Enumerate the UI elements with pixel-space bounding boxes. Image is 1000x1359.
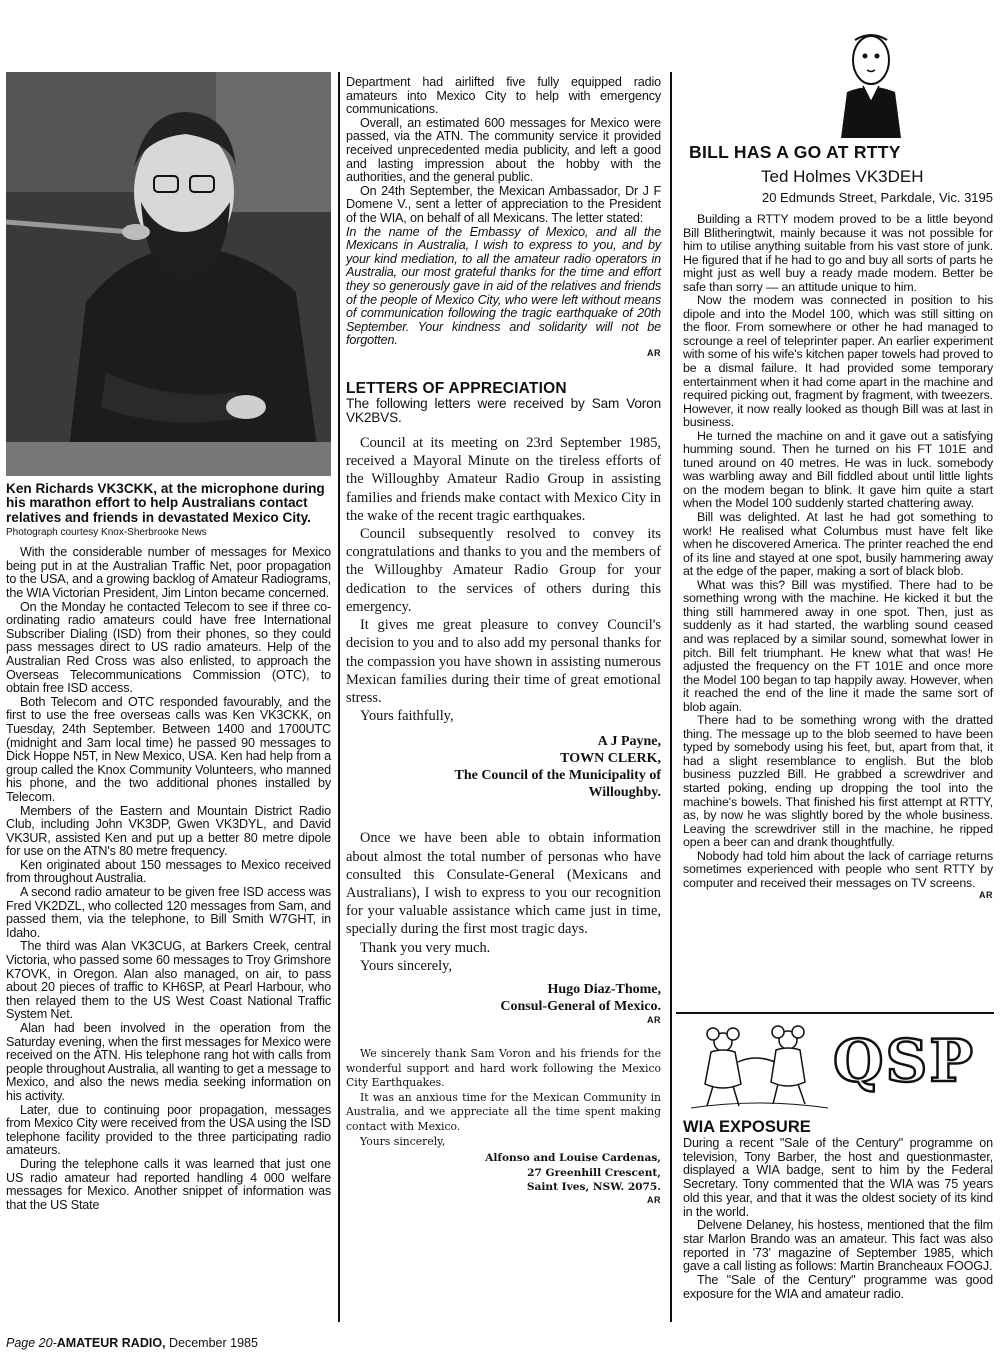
- paragraph: He turned the machine on and it gave out a satisfying humming sound. Then he turned on his FT 101E and tuned around on 40 metres. He was in luck. somebody was warbling away and Bill fiddled about until little lights on the modem began to blink. It gave him quite a start when the Model 100 suddenly started chattering away.: [683, 428, 993, 511]
- paragraph: Building a RTTY modem proved to be a little beyond Bill Blitheringtwit, mainly because it was not possible for him to utilise anything suitable from his vast store of junk. He figured that if he had to go and buy all sorts of parts he might just as well buy a ready made modem. Better be safe than sorry — an attitude unique to him.: [683, 212, 993, 294]
- paragraph: Delvene Delaney, his hostess, mentioned that the film star Marlon Brando was an amateur. This fact was also reported in '73' magazine of September 1985, which gave a call listing as follows: Martin Brancheaux FOOGJ.: [683, 1218, 993, 1274]
- letter-consulate: [346, 829, 661, 975]
- photo-credit: Photograph courtesy Knox-Sherbrooke News: [6, 527, 207, 539]
- signature-line: Willoughby.: [588, 785, 661, 801]
- photo-illustration: [6, 72, 331, 476]
- dancing-mice-icon: [683, 1022, 833, 1112]
- column-rule-1: [338, 72, 340, 1322]
- column-middle: [346, 76, 661, 1205]
- paragraph: During the telephone calls it was learned that just one US radio amateur had reported handling 4 000 welfare messages for Mexico. Another snippet of information was that the US State: [6, 1156, 331, 1212]
- embassy-quote: In the name of the Embassy of Mexico, and all the Mexicans in Australia, I wish to express to you, and by your kind mediation, to all the amateur radio operators in Australia, our most grateful thanks for the time and effort they so generously gave in aid of the relatives and friends of the people of Mexico City, who were left without means of communication following the tragic earthquake of 20th September. Your kindness and solidarity will not be forgotten.: [346, 224, 661, 348]
- photo-ken-richards: [6, 72, 331, 476]
- paragraph: Yours sincerely,: [360, 957, 452, 974]
- end-mark: AR: [647, 1014, 661, 1025]
- signature-line: TOWN CLERK,: [560, 751, 661, 767]
- column-rule-2: [670, 72, 672, 1322]
- signature-line: Alfonso and Louise Cardenas,: [485, 1152, 661, 1165]
- paragraph: Bill was delighted. At last he had got something to work! He realised what Columbus must have felt like when he discovered America. The printer reached the end of its line and stayed at one spot, busily hammering away at the edge of the paper, making a sort of black blob.: [683, 510, 993, 579]
- paragraph: Alan had been involved in the operation from the Saturday evening, when the first messages for Mexico were received on the ATN. His telephone rang hot with calls from people throughout Australia, all wanting to get a message to Mexico, and also the news media seeking information on his activity.: [6, 1021, 331, 1103]
- signature-line: 27 Greenhill Crescent,: [527, 1166, 661, 1179]
- signature-consulate: [346, 981, 661, 1015]
- paragraph: Yours sincerely,: [360, 1134, 446, 1148]
- col1-article-body: [6, 546, 331, 1212]
- paragraph: A second radio amateur to be given free ISD access was Fred VK2DZL, who collected 120 messages from Sam, and passed them, via the telephone, to Bill Smith W7GHT, in Idaho.: [6, 885, 331, 940]
- paragraph: Council subsequently resolved to convey its congratulations and thanks to you and the members of the Willoughby Amateur Radio Group for your dedication to the services of others during this emergency.: [346, 526, 661, 615]
- footer-magazine: AMATEUR RADIO,: [56, 1336, 166, 1350]
- end-mark: AR: [647, 1194, 661, 1205]
- signature-line: Saint Ives, NSW. 2075.: [526, 1181, 661, 1194]
- qsp-logo-block: [683, 1022, 993, 1116]
- signature-line: The Council of the Municipality of: [454, 768, 661, 784]
- paragraph: The "Sale of the Century" programme was good exposure for the WIA and amateur radio.: [683, 1273, 993, 1301]
- paragraph: We sincerely thank Sam Voron and his friends for the wonderful support and hard work following the Mexico City Earthquakes.: [346, 1046, 661, 1090]
- footer-page: Page 20-: [6, 1336, 57, 1350]
- signature-line: A J Payne,: [597, 734, 661, 750]
- paragraph: Now the modem was connected in position to his dipole and into the Model 100, which was still sitting on the floor. From somewhere or other he had managed to scrounge a reel of teleprinter paper. An earlier experiment with some of his wife's kitchen paper towels had proved to be a dismal failure. It had provided some temporary entertainment when it had come apart in the machine and required picking out, fragment by fragment, with tweezers. However, it now really looked as though Bill was at last in business.: [683, 293, 993, 430]
- section-rule: [676, 1012, 994, 1014]
- paragraph: What was this? Bill was mystified. There had to be something wrong with the machine. He kicked it but the thing still hammered away in one spot. Then, just as suddenly as it had started, the warbling sound ceased and was replaced by a similar sound, somewhat lower in pitch. Bill felt triumphant. He knew what that was! He adjusted the frequency on the FT 101E and once more the Model 100 began to tap happily away. However, when it reached the end of the line it made the same sort of blob again.: [683, 577, 993, 714]
- paragraph: Thank you very much.: [360, 939, 491, 956]
- paragraph: Members of the Eastern and Mountain District Radio Club, including John VK3DP, Gwen VK3DYL, and David VK3UR, assisted Ken and put up a better 80 metre dipole for use on the ATN's 80 metre frequency.: [6, 803, 331, 859]
- signature-line: Hugo Diaz-Thome,: [547, 981, 661, 997]
- rtty-article-body: [683, 213, 993, 890]
- end-mark: AR: [647, 347, 661, 358]
- paragraph: On the Monday he contacted Telecom to see if three co-ordinating radio amateurs could have free International Subscriber Dialing (ISD) from their phones, so they could pass messages direct to US radio amateurs. Help of the Australian Red Cross was also enlisted, to approach the Overseas Telecommunications Commission (OTC), to obtain free ISD access.: [6, 599, 331, 696]
- wia-exposure-section: [683, 1118, 993, 1301]
- paragraph: During a recent "Sale of the Century" programme on television, Tony Barber, the host and questionmaster, displayed a WIA badge, sent to him by the Federal Secretary. Tony commented that the WIA was 75 years old this year, and that it was the oldest society of its kind in the world.: [683, 1136, 993, 1219]
- column-right: [683, 30, 993, 900]
- paragraph: On 24th September, the Mexican Ambassador, Dr J F Domene V., sent a letter of appreciation to the President of the WIA, on behalf of all Mexicans. The letter stated:: [346, 183, 661, 225]
- photo-caption: Ken Richards VK3CKK, at the microphone during his marathon effort to help Australians contact relatives and friends in devastated Mexico City.: [6, 481, 325, 525]
- wia-body: [683, 1137, 993, 1301]
- footer-date: December 1985: [165, 1336, 258, 1350]
- column-left: [6, 72, 331, 1212]
- letter-council: [346, 434, 661, 725]
- page-footer: [6, 1336, 258, 1350]
- article-address: 20 Edmunds Street, Parkdale, Vic. 3195: [761, 190, 993, 205]
- qsp-logo-text: QSP: [833, 1027, 976, 1095]
- signature-line: Consul-General of Mexico.: [500, 998, 661, 1014]
- paragraph: Overall, an estimated 600 messages for Mexico were passed, via the ATN. The community service it provided received unprecedented media publicity, and left a good and lasting impression about the hobby with the authorities, and the general public.: [346, 115, 661, 185]
- paragraph: There had to be something wrong with the dratted thing. The message up to the blob seemed to have been typed by somebody using his feet, but, apart from that, it had a slight resemblance to english. But the blob business puzzled Bill. He grabbed a screwdriver and started poking, ending up dropping the tool into the machine's bowels. That finished his first attempt at RTTY, as, by now he was slightly bored by the whole business. Leaving the screwdriver still in the machine, he ripped open a beer can and drank thoughtfully.: [683, 713, 993, 850]
- paragraph: Department had airlifted five fully equipped radio amateurs into Mexico City to help with emergency communications.: [346, 75, 661, 117]
- paragraph: It gives me great pleasure to convey Council's decision to you and to also add my personal thanks for the compassion you have shown in assisting numerous Mexican families during their time of great emotional stress.: [346, 617, 661, 706]
- wia-heading: WIA EXPOSURE: [683, 1118, 811, 1136]
- signature-cardenas: [346, 1151, 661, 1195]
- paragraph: Both Telecom and OTC responded favourably, and the first to use the free overseas calls was Ken VK3CKK, on Tuesday, 24th September. Between 1400 and 1700UTC (midnight and 3am local time) he passed 90 messages to Dick Hoppe N5T, in New Mexico, USA. Ken had help from a group called the Knox Community Volunteers, who manned his phone, and the two additional phones installed by Telecom.: [6, 694, 331, 804]
- article-title: BILL HAS A GO AT RTTY: [689, 142, 901, 162]
- letters-heading: LETTERS OF APPRECIATION: [346, 379, 567, 397]
- end-mark: AR: [979, 890, 993, 901]
- letters-intro: The following letters were received by Sam Voron VK2BVS.: [346, 395, 661, 426]
- article-author: Ted Holmes VK3DEH: [761, 167, 924, 186]
- paragraph: With the considerable number of messages for Mexico being put in at the Australian Traffic Net, poor propagation to the USA, and a growing backlog of Amateur Radiograms, the WIA Victorian President, Jim Linton became concerned.: [6, 545, 331, 600]
- paragraph: Council at its meeting on 23rd September 1985, received a Mayoral Minute on the tireless efforts of the Willoughby Amateur Radio Group in assisting families and friends make contact with Mexico City in the wake of the recent tragic earthquakes.: [346, 435, 661, 524]
- cartoon-bill-illustration: [683, 30, 993, 138]
- paragraph: Yours faithfully,: [360, 708, 454, 725]
- letters-intro-block: [346, 397, 661, 426]
- letter-cardenas: [346, 1047, 661, 1149]
- cartoon-man-icon: [811, 30, 931, 138]
- signature-council: [346, 733, 661, 801]
- paragraph: Ken originated about 150 messages to Mexico received from throughout Australia.: [6, 857, 331, 886]
- paragraph: Later, due to continuing poor propagation, messages from Mexico City were received from the USA using the ISD telephone facility provided to the three participating radio amateurs.: [6, 1102, 331, 1158]
- col2-article-continued: [346, 76, 661, 348]
- paragraph: Once we have been able to obtain information about almost the total number of personas who have consulted this Consulate-General (Mexicans and Australians), I wish to express to you our recognition for your valuable assistance which came just in time, specially during the first most tragic days.: [346, 830, 661, 938]
- paragraph: The third was Alan VK3CUG, at Barkers Creek, central Victoria, who passed some 60 messages to Troy Grimshore K7OVK, in Oregon. Alan also managed, on air, to pass about 20 pieces of traffic to KH6SP, at Pearl Harbour, who then relayed them to the US West Coast National Traffic System Net.: [6, 939, 331, 1022]
- paragraph: It was an anxious time for the Mexican Community in Australia, and we appreciate all the time spent making contact with Mexico.: [346, 1090, 661, 1133]
- paragraph: Nobody had told him about the lack of carriage returns sometimes experienced with people who sent RTTY by computer and received their messages on TV screens.: [683, 848, 993, 890]
